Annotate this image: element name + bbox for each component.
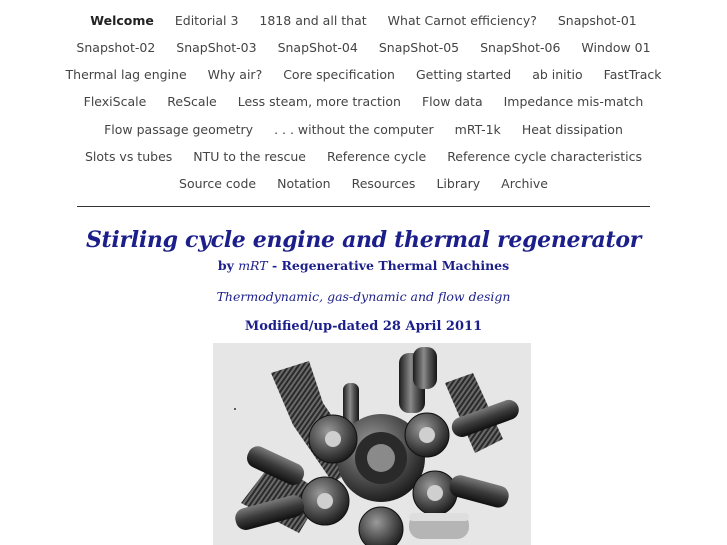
nav-link-core-specification[interactable]: Core specification [283,67,395,82]
nav-link-why-air[interactable]: Why air? [207,67,263,82]
header-divider [77,206,650,207]
page-subtitle: Thermodynamic, gas-dynamic and flow design [216,289,511,304]
nav-link-snapshot-06[interactable]: SnapShot-06 [480,40,561,55]
nav-link-flexiscale[interactable]: FlexiScale [83,94,147,109]
nav-link-snapshot-01[interactable]: Snapshot-01 [557,13,637,28]
nav-link-flow-passage-geometry[interactable]: Flow passage geometry [104,122,254,137]
nav-link-thermal-lag-engine[interactable]: Thermal lag engine [65,67,187,82]
nav-link-window-01[interactable]: Window 01 [581,40,651,55]
nav-link-slots-vs-tubes[interactable]: Slots vs tubes [84,149,173,164]
nav-link-notation[interactable]: Notation [277,176,331,191]
nav-link-library[interactable]: Library [436,176,481,191]
nav-link-getting-started[interactable]: Getting started [415,67,512,82]
nav-link-snapshot-03[interactable]: SnapShot-03 [176,40,257,55]
nav-link-welcome[interactable]: Welcome [90,13,154,28]
engine-render-image [213,343,531,545]
byline-suffix: - Regenerative Thermal Machines [267,258,510,273]
nav-link-1818[interactable]: 1818 and all that [259,13,367,28]
nav-link-fasttrack[interactable]: FastTrack [603,67,662,82]
nav-link-mrt-1k[interactable]: mRT-1k [454,122,501,137]
nav-link-heat-dissipation[interactable]: Heat dissipation [521,122,623,137]
nav-link-archive[interactable]: Archive [501,176,548,191]
nav-row-6 [0,143,727,170]
nav-row-7 [0,170,727,197]
nav-row-3 [0,61,727,88]
nav-link-without-computer[interactable]: . . . without the computer [274,122,434,137]
nav-link-rescale[interactable]: ReScale [167,94,217,109]
nav-row-1 [0,7,727,34]
byline [0,258,727,273]
byline-brand: mRT [238,258,268,273]
nav-link-snapshot-04[interactable]: SnapShot-04 [277,40,358,55]
nav-link-ntu-rescue[interactable]: NTU to the rescue [193,149,306,164]
nav-row-4 [0,88,727,115]
nav-link-flow-data[interactable]: Flow data [421,94,483,109]
nav-link-reference-cycle[interactable]: Reference cycle [326,149,427,164]
nav-link-snapshot-05[interactable]: SnapShot-05 [378,40,460,55]
nav-link-carnot-efficiency[interactable]: What Carnot efficiency? [387,13,537,28]
nav-row-5 [0,116,727,143]
nav-link-editorial-3[interactable]: Editorial 3 [174,13,239,28]
nav-link-reference-cycle-characteristics[interactable]: Reference cycle characteristics [447,149,642,164]
nav-link-resources[interactable]: Resources [351,176,416,191]
nav-link-source-code[interactable]: Source code [179,176,257,191]
byline-prefix: by [217,258,239,273]
nav-link-less-steam[interactable]: Less steam, more traction [237,94,401,109]
stirling-engine-illustration [213,343,531,545]
nav-link-snapshot-02[interactable]: Snapshot-02 [76,40,156,55]
nav-link-ab-initio[interactable]: ab initio [532,67,583,82]
nav-link-impedance-mismatch[interactable]: Impedance mis-match [503,94,644,109]
modified-date: Modified/up-dated 28 April 2011 [244,319,483,334]
page-title: Stirling cycle engine and thermal regenerator [85,227,642,253]
nav-row-2 [0,34,727,61]
